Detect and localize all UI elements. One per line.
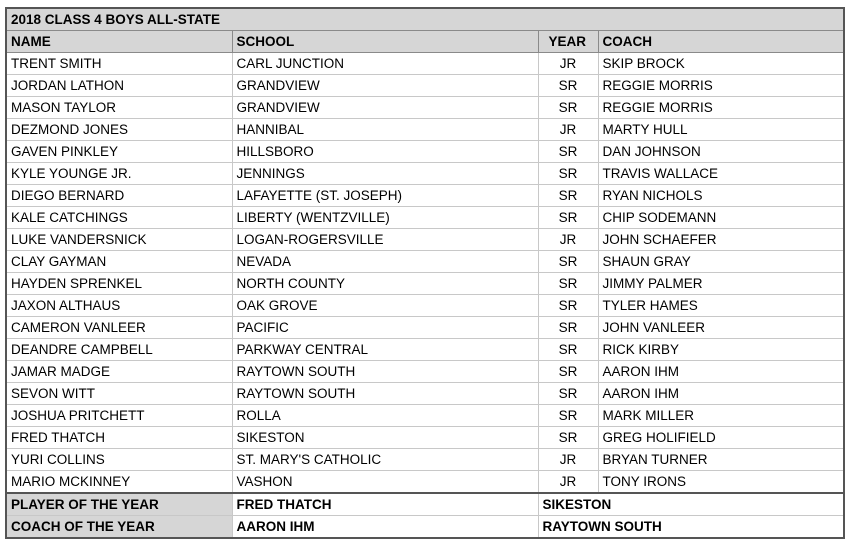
- table-row: [6, 119, 844, 141]
- table-row: [6, 75, 844, 97]
- player-year: SR: [538, 141, 598, 163]
- player-school: RAYTOWN SOUTH: [232, 383, 538, 405]
- player-name: YURI COLLINS: [6, 449, 232, 471]
- player-year: SR: [538, 295, 598, 317]
- player-school: OAK GROVE: [232, 295, 538, 317]
- coach-of-the-year-row: [6, 516, 844, 539]
- player-coach: RYAN NICHOLS: [598, 185, 844, 207]
- all-state-table: [5, 7, 845, 539]
- player-name: SEVON WITT: [6, 383, 232, 405]
- player-name: JAXON ALTHAUS: [6, 295, 232, 317]
- coach-of-the-year-name: AARON IHM: [232, 516, 538, 539]
- player-coach: TONY IRONS: [598, 471, 844, 494]
- player-school: NORTH COUNTY: [232, 273, 538, 295]
- player-name: DEANDRE CAMPBELL: [6, 339, 232, 361]
- table-row: [6, 251, 844, 273]
- player-year: SR: [538, 317, 598, 339]
- title-row: [6, 8, 844, 31]
- player-coach: AARON IHM: [598, 383, 844, 405]
- player-name: HAYDEN SPRENKEL: [6, 273, 232, 295]
- table-row: [6, 185, 844, 207]
- header-year: YEAR: [538, 31, 598, 53]
- player-year: SR: [538, 273, 598, 295]
- player-name: CLAY GAYMAN: [6, 251, 232, 273]
- player-name: MASON TAYLOR: [6, 97, 232, 119]
- player-year: SR: [538, 251, 598, 273]
- player-school: PARKWAY CENTRAL: [232, 339, 538, 361]
- header-school: SCHOOL: [232, 31, 538, 53]
- player-coach: GREG HOLIFIELD: [598, 427, 844, 449]
- table-row: [6, 229, 844, 251]
- table-row: [6, 339, 844, 361]
- table-row: [6, 361, 844, 383]
- table-row: [6, 427, 844, 449]
- player-of-the-year-school: SIKESTON: [538, 493, 844, 516]
- table-row: [6, 163, 844, 185]
- player-coach: REGGIE MORRIS: [598, 97, 844, 119]
- player-school: RAYTOWN SOUTH: [232, 361, 538, 383]
- player-year: JR: [538, 449, 598, 471]
- player-school: NEVADA: [232, 251, 538, 273]
- header-row: [6, 31, 844, 53]
- table-row: [6, 97, 844, 119]
- player-school: GRANDVIEW: [232, 75, 538, 97]
- player-of-the-year-label: PLAYER OF THE YEAR: [6, 493, 232, 516]
- table-row: [6, 383, 844, 405]
- player-year: SR: [538, 185, 598, 207]
- player-coach: JOHN VANLEER: [598, 317, 844, 339]
- player-name: KYLE YOUNGE JR.: [6, 163, 232, 185]
- player-year: JR: [538, 53, 598, 75]
- player-coach: JIMMY PALMER: [598, 273, 844, 295]
- header-coach: COACH: [598, 31, 844, 53]
- player-name: KALE CATCHINGS: [6, 207, 232, 229]
- player-school: JENNINGS: [232, 163, 538, 185]
- table-row: [6, 53, 844, 75]
- player-coach: JOHN SCHAEFER: [598, 229, 844, 251]
- table-row: [6, 449, 844, 471]
- player-coach: SHAUN GRAY: [598, 251, 844, 273]
- player-coach: SKIP BROCK: [598, 53, 844, 75]
- table-title: 2018 CLASS 4 BOYS ALL-STATE: [6, 8, 844, 31]
- table-row: [6, 405, 844, 427]
- player-school: VASHON: [232, 471, 538, 494]
- table-row: [6, 295, 844, 317]
- player-school: SIKESTON: [232, 427, 538, 449]
- player-name: JORDAN LATHON: [6, 75, 232, 97]
- player-coach: REGGIE MORRIS: [598, 75, 844, 97]
- coach-of-the-year-school: RAYTOWN SOUTH: [538, 516, 844, 539]
- player-name: MARIO MCKINNEY: [6, 471, 232, 494]
- player-school: LOGAN-ROGERSVILLE: [232, 229, 538, 251]
- player-name: DIEGO BERNARD: [6, 185, 232, 207]
- player-name: TRENT SMITH: [6, 53, 232, 75]
- player-year: SR: [538, 339, 598, 361]
- player-school: LAFAYETTE (ST. JOSEPH): [232, 185, 538, 207]
- player-year: JR: [538, 471, 598, 494]
- player-school: CARL JUNCTION: [232, 53, 538, 75]
- player-coach: TRAVIS WALLACE: [598, 163, 844, 185]
- player-of-the-year-name: FRED THATCH: [232, 493, 538, 516]
- player-school: PACIFIC: [232, 317, 538, 339]
- player-school: HANNIBAL: [232, 119, 538, 141]
- player-coach: CHIP SODEMANN: [598, 207, 844, 229]
- table-row: [6, 207, 844, 229]
- player-year: SR: [538, 163, 598, 185]
- header-name: NAME: [6, 31, 232, 53]
- player-year: SR: [538, 207, 598, 229]
- player-year: SR: [538, 405, 598, 427]
- player-coach: MARK MILLER: [598, 405, 844, 427]
- player-year: JR: [538, 119, 598, 141]
- player-year: SR: [538, 75, 598, 97]
- player-coach: RICK KIRBY: [598, 339, 844, 361]
- player-name: LUKE VANDERSNICK: [6, 229, 232, 251]
- player-year: SR: [538, 97, 598, 119]
- player-name: FRED THATCH: [6, 427, 232, 449]
- player-name: JOSHUA PRITCHETT: [6, 405, 232, 427]
- player-name: JAMAR MADGE: [6, 361, 232, 383]
- player-year: SR: [538, 383, 598, 405]
- player-name: GAVEN PINKLEY: [6, 141, 232, 163]
- player-school: ROLLA: [232, 405, 538, 427]
- player-name: CAMERON VANLEER: [6, 317, 232, 339]
- player-year: SR: [538, 361, 598, 383]
- player-coach: DAN JOHNSON: [598, 141, 844, 163]
- player-school: ST. MARY'S CATHOLIC: [232, 449, 538, 471]
- table-row: [6, 141, 844, 163]
- player-school: GRANDVIEW: [232, 97, 538, 119]
- player-year: JR: [538, 229, 598, 251]
- player-year: SR: [538, 427, 598, 449]
- all-state-table-container: [5, 7, 845, 539]
- player-school: HILLSBORO: [232, 141, 538, 163]
- player-coach: MARTY HULL: [598, 119, 844, 141]
- player-of-the-year-row: [6, 493, 844, 516]
- table-row: [6, 317, 844, 339]
- table-body: [6, 8, 844, 538]
- player-coach: BRYAN TURNER: [598, 449, 844, 471]
- table-row: [6, 471, 844, 494]
- coach-of-the-year-label: COACH OF THE YEAR: [6, 516, 232, 539]
- player-coach: AARON IHM: [598, 361, 844, 383]
- player-name: DEZMOND JONES: [6, 119, 232, 141]
- player-coach: TYLER HAMES: [598, 295, 844, 317]
- table-row: [6, 273, 844, 295]
- player-school: LIBERTY (WENTZVILLE): [232, 207, 538, 229]
